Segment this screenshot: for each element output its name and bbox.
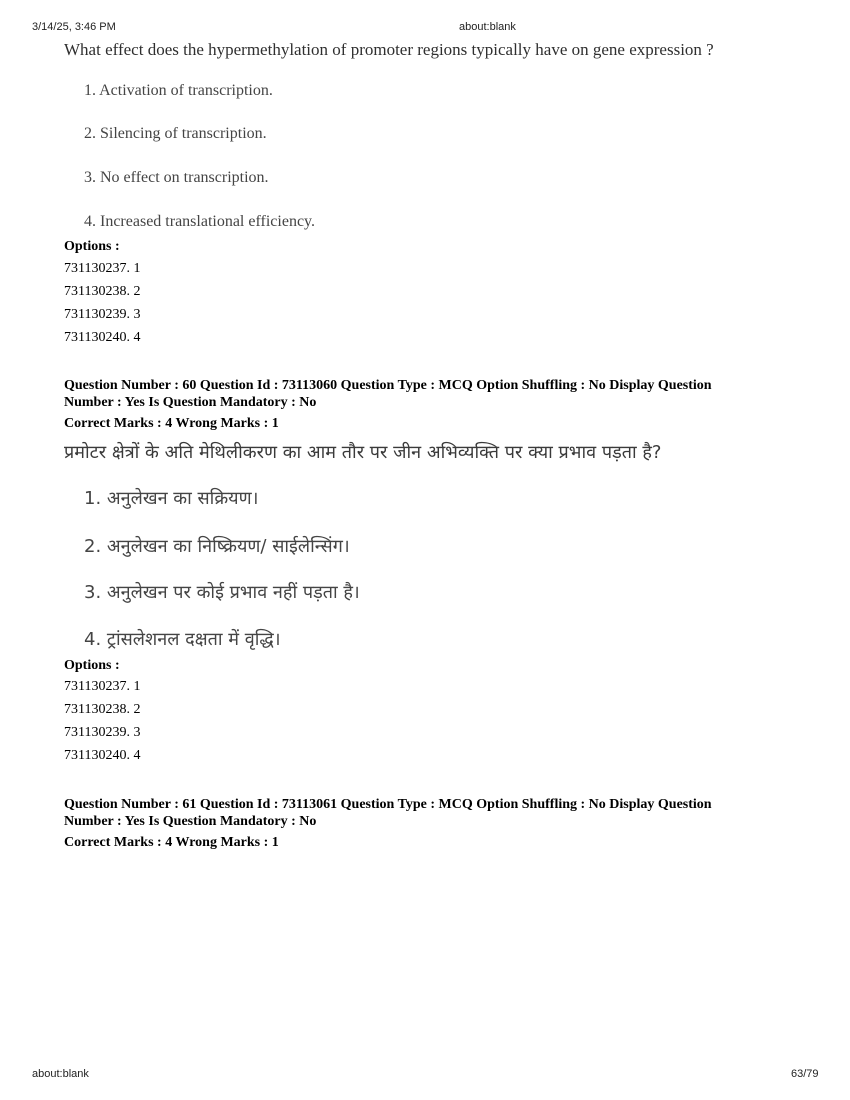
question-meta-line-2: Number : Yes Is Question Mandatory : No xyxy=(64,814,317,829)
choice-1: 1. अनुलेखन का सक्रियण। xyxy=(84,488,259,509)
question-text: प्रमोटर क्षेत्रों के अति मेथिलीकरण का आम तौर पर जीन अभिव्यक्ति पर क्या प्रभाव पड़ता है? xyxy=(64,442,662,463)
option-id-3: 731130239. 3 xyxy=(64,307,141,322)
choice-3: 3. No effect on transcription. xyxy=(84,169,269,186)
question-text: What effect does the hypermethylation of promoter regions typically have on gene expression ? xyxy=(64,40,714,59)
question-marks: Correct Marks : 4 Wrong Marks : 1 xyxy=(64,835,279,850)
footer-url: about:blank xyxy=(32,1068,89,1080)
option-id-1: 731130237. 1 xyxy=(64,261,141,276)
option-id-2: 731130238. 2 xyxy=(64,284,141,299)
option-id-1: 731130237. 1 xyxy=(64,679,141,694)
question-meta-line-1: Question Number : 61 Question Id : 73113061 Question Type : MCQ Option Shuffling : No Display Question xyxy=(64,797,712,812)
choice-2: 2. Silencing of transcription. xyxy=(84,125,267,142)
question-marks: Correct Marks : 4 Wrong Marks : 1 xyxy=(64,416,279,431)
options-label: Options : xyxy=(64,239,120,254)
option-id-4: 731130240. 4 xyxy=(64,748,141,763)
options-label: Options : xyxy=(64,658,120,673)
choice-4: 4. Increased translational efficiency. xyxy=(84,213,315,230)
question-meta-line-2: Number : Yes Is Question Mandatory : No xyxy=(64,395,317,410)
page-number: 63/79 xyxy=(791,1068,819,1080)
choice-2: 2. अनुलेखन का निष्क्रियण/ साईलेन्सिंग। xyxy=(84,536,350,557)
question-meta xyxy=(64,377,784,411)
question-meta-line-1: Question Number : 60 Question Id : 73113060 Question Type : MCQ Option Shuffling : No Display Question xyxy=(64,378,712,393)
print-datetime: 3/14/25, 3:46 PM xyxy=(32,21,116,33)
print-url: about:blank xyxy=(459,21,516,33)
choice-1: 1. Activation of transcription. xyxy=(84,82,273,99)
option-id-4: 731130240. 4 xyxy=(64,330,141,345)
option-id-3: 731130239. 3 xyxy=(64,725,141,740)
choice-3: 3. अनुलेखन पर कोई प्रभाव नहीं पड़ता है। xyxy=(84,582,360,603)
question-meta xyxy=(64,796,784,830)
option-id-2: 731130238. 2 xyxy=(64,702,141,717)
choice-4: 4. ट्रांसलेशनल दक्षता में वृद्धि। xyxy=(84,629,281,650)
